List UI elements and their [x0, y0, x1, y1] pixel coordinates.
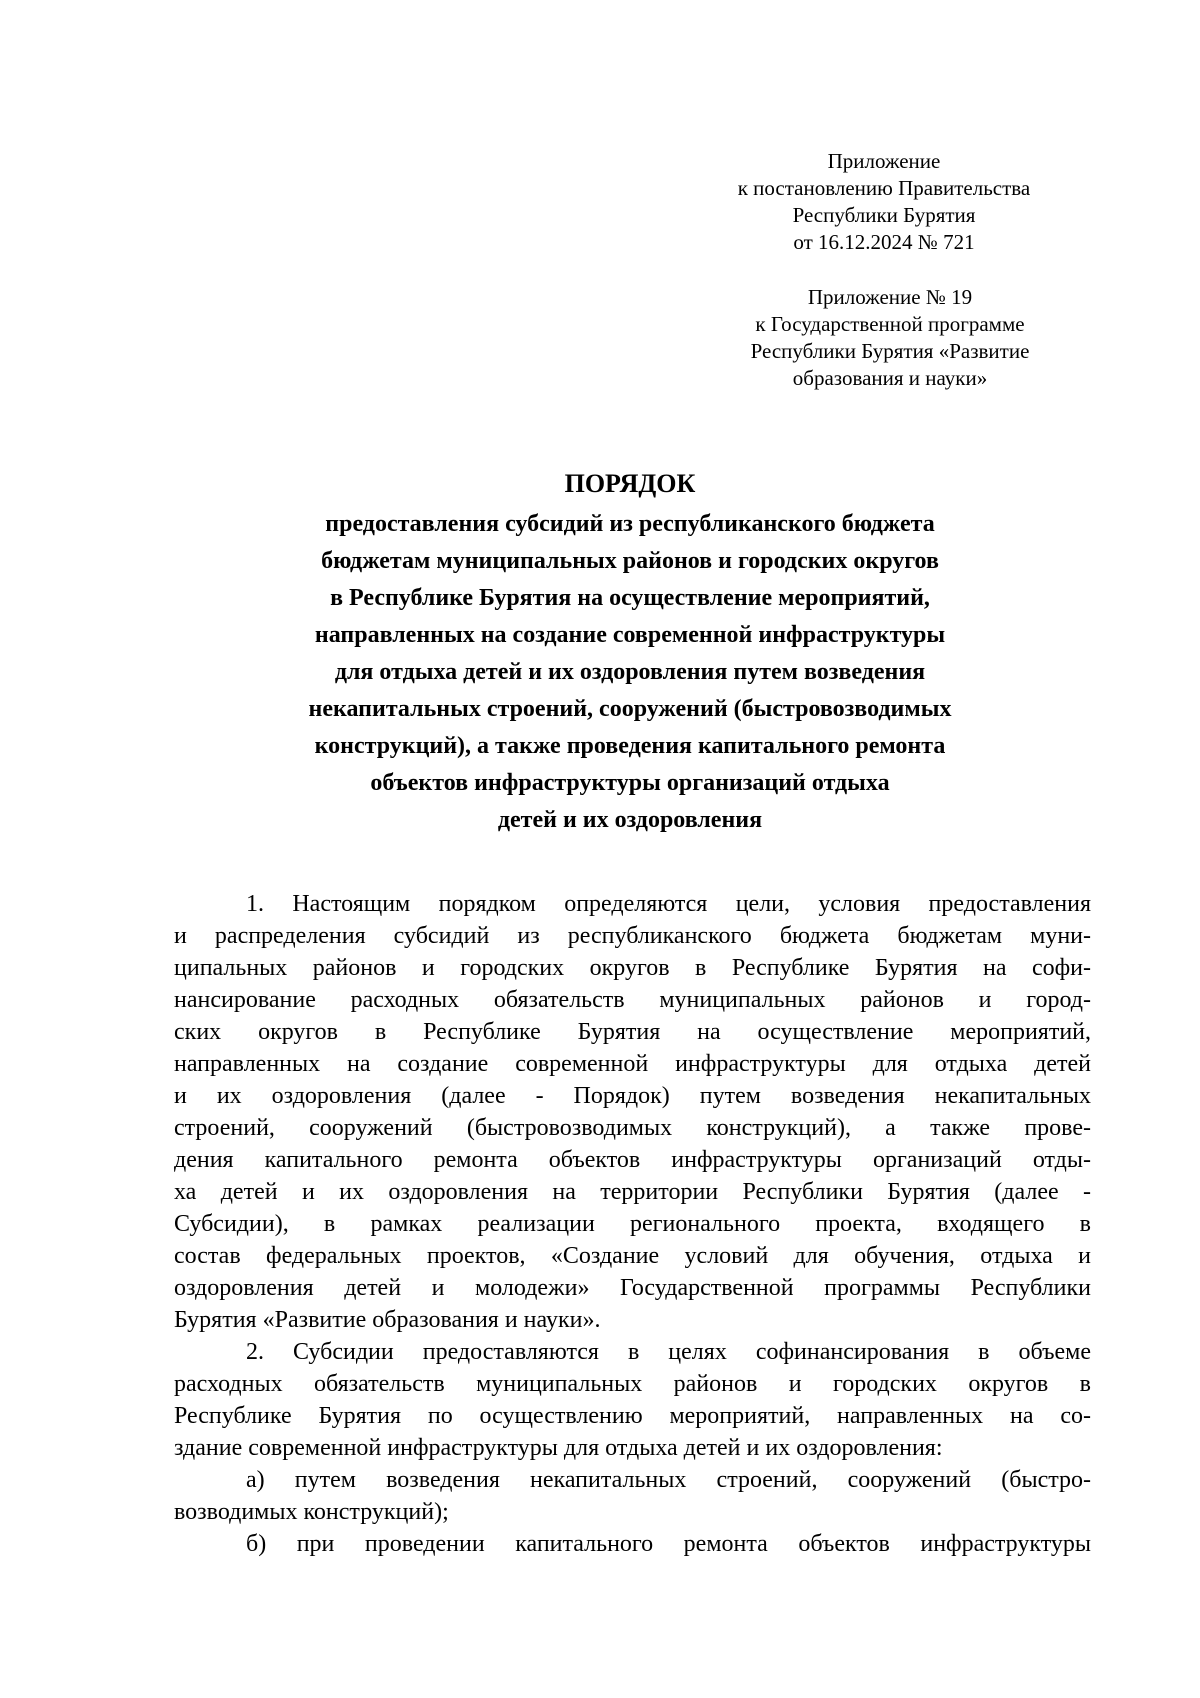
title-line: для отдыха детей и их оздоровления путем возведения — [334, 659, 926, 685]
list-item-a-line: возводимых конструкций); — [174, 1499, 449, 1525]
appendix-line: к постановлению Правительства — [737, 176, 1031, 200]
paragraph-1-line: направленных на создание современной инфраструктуры для отдыха детей — [174, 1051, 1091, 1077]
appendix-note-state-program — [680, 284, 1100, 392]
appendix-line: образования и науки» — [792, 366, 988, 390]
appendix-line: к Государственной программе — [755, 312, 1025, 336]
title-heading: ПОРЯДОК — [564, 469, 696, 498]
paragraph-1-line: состав федеральных проектов, «Создание условий для обучения, отдыха и — [174, 1243, 1091, 1269]
paragraph-1-line: и их оздоровления (далее - Порядок) путем возведения некапитальных — [174, 1083, 1091, 1109]
title-line: объектов инфраструктуры организаций отдыха — [370, 770, 890, 796]
paragraph-1-line: ципальных районов и городских округов в Республике Бурятия на софи- — [174, 955, 1091, 981]
paragraph-2-line: расходных обязательств муниципальных районов и городских округов в — [174, 1371, 1091, 1397]
document-title — [160, 465, 1100, 839]
paragraph-1-line: оздоровления детей и молодежи» Государственной программы Республики — [174, 1275, 1091, 1301]
appendix-line: от 16.12.2024 № 721 — [793, 230, 975, 254]
list-item-b-line: б) при проведении капитального ремонта объектов инфраструктуры — [246, 1531, 1091, 1557]
title-line: направленных на создание современной инфраструктуры — [314, 622, 946, 648]
paragraph-1-line: Субсидии), в рамках реализации регионального проекта, входящего в — [174, 1211, 1091, 1237]
appendix-line: Приложение — [827, 149, 941, 173]
list-item-a-line: а) путем возведения некапитальных строений, сооружений (быстро- — [246, 1467, 1091, 1493]
document-body — [174, 888, 1091, 1560]
paragraph-1-line: ха детей и их оздоровления на территории Республики Бурятия (далее - — [174, 1179, 1091, 1205]
paragraph-1-line: дения капитального ремонта объектов инфраструктуры организаций отды- — [174, 1147, 1091, 1173]
appendix-note-government-decree — [674, 148, 1094, 256]
title-line: бюджетам муниципальных районов и городских округов — [321, 548, 939, 574]
paragraph-1-line: Бурятия «Развитие образования и науки». — [174, 1307, 601, 1333]
title-line: конструкций), а также проведения капитального ремонта — [314, 733, 946, 759]
paragraph-2-line: здание современной инфраструктуры для отдыха детей и их оздоровления: — [174, 1435, 943, 1461]
paragraph-1-line: и распределения субсидий из республиканского бюджета бюджетам муни- — [174, 923, 1091, 949]
paragraph-1-line: ских округов в Республике Бурятия на осуществление мероприятий, — [174, 1019, 1091, 1045]
title-line: детей и их оздоровления — [497, 807, 763, 833]
paragraph-1-line: 1. Настоящим порядком определяются цели, условия предоставления — [246, 891, 1091, 917]
title-line: некапитальных строений, сооружений (быстровозводимых — [308, 696, 952, 722]
paragraph-1-line: строений, сооружений (быстровозводимых конструкций), а также прове- — [174, 1115, 1091, 1141]
paragraph-2-line: Республике Бурятия по осуществлению мероприятий, направленных на со- — [174, 1403, 1091, 1429]
paragraph-2-line: 2. Субсидии предоставляются в целях софинансирования в объеме — [246, 1339, 1091, 1365]
appendix-line: Приложение № 19 — [807, 285, 973, 309]
title-line: предоставления субсидий из республиканского бюджета — [325, 511, 935, 537]
paragraph-1-line: нансирование расходных обязательств муниципальных районов и город- — [174, 987, 1091, 1013]
appendix-line: Республики Бурятия — [792, 203, 976, 227]
title-line: в Республике Бурятия на осуществление мероприятий, — [330, 585, 930, 611]
appendix-line: Республики Бурятия «Развитие — [750, 339, 1030, 363]
